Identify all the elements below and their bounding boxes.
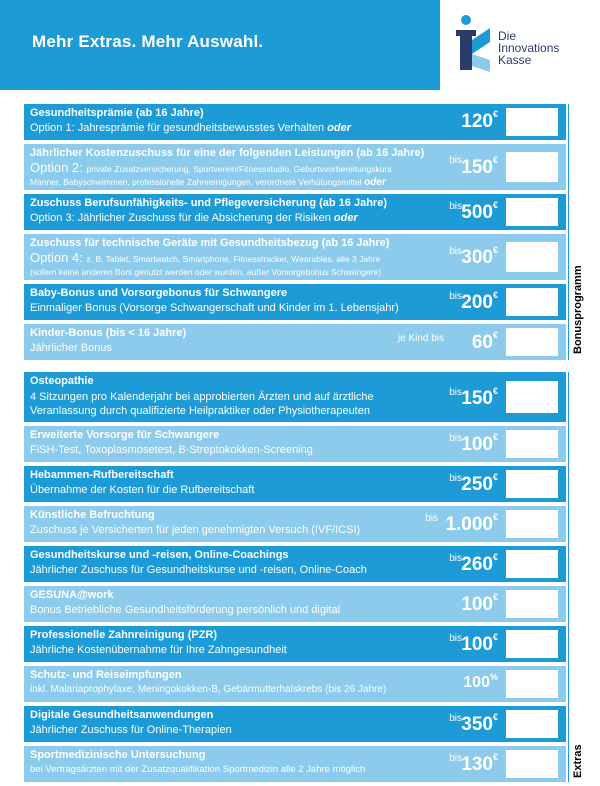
row-baby-bonus [24, 284, 566, 320]
logo-line-1: Die [498, 29, 517, 43]
row-prefix: bis [449, 633, 462, 644]
row-hebammen [24, 466, 566, 502]
row-desc: Option 4: z. B. Tablet, Smartwatch, Smartphone, Fitnesstracker, Wearables, alle 3 Jahre [30, 250, 381, 265]
row-desc: bei Vertragsärzten mit der Zusatzqualifikation Sportmedizin alle 2 Jahre möglich [30, 764, 366, 775]
row-input-box[interactable] [506, 198, 558, 226]
row-amount: 100€ [461, 592, 498, 615]
row-prefix: bis [449, 473, 462, 484]
row-title: Schutz- und Reiseimpfungen [30, 669, 182, 681]
row-input-box[interactable] [506, 108, 558, 136]
row-amount: 120€ [461, 109, 498, 132]
row-prefix: bis [449, 713, 462, 724]
row-digitale-gesundheit [24, 706, 566, 742]
row-prefix: bis [449, 155, 462, 166]
row-title: Gesundheitskurse und -reisen, Online-Coachings [30, 549, 289, 561]
row-title: Baby-Bonus und Vorsorgebonus für Schwangere [30, 287, 288, 299]
row-input-box[interactable] [506, 550, 558, 578]
row-desc: Jährliche Kostenübernahme für Ihre Zahngesundheit [30, 644, 287, 656]
row-gesundheitskurse [24, 546, 566, 582]
side-label-bonus [572, 104, 586, 360]
row-input-box[interactable] [506, 430, 558, 458]
row-erweiterte-vorsorge [24, 426, 566, 462]
extras-section-line [568, 372, 569, 782]
row-title: Zuschuss für technische Geräte mit Gesundheitsbezug (ab 16 Jahre) [30, 237, 390, 249]
row-desc-2: Veranlassung durch qualifizierte Heilpraktiker oder Physiotherapeuten [30, 405, 370, 417]
row-prefix: je Kind bis [397, 333, 444, 344]
row-title: Kinder-Bonus (bis < 16 Jahre) [30, 327, 187, 339]
row-gesundheitspraemie [24, 104, 566, 140]
row-prefix: bis [449, 387, 462, 398]
row-title: Künstliche Befruchtung [30, 509, 155, 521]
row-prefix: bis [449, 201, 462, 212]
row-title: Erweiterte Vorsorge für Schwangere [30, 429, 220, 441]
row-impfungen [24, 666, 566, 702]
row-input-box[interactable] [506, 670, 558, 698]
row-zahnreinigung [24, 626, 566, 662]
row-prefix: bis [449, 553, 462, 564]
row-desc-2: (sofern keine anderen Boni genutzt werden oder wurden, außer Vorsorgebonus Schwangere) [30, 267, 382, 277]
row-amount: 100€ [461, 432, 498, 455]
row-input-box[interactable] [506, 288, 558, 316]
row-prefix: bis [449, 753, 462, 764]
row-input-box[interactable] [506, 152, 558, 182]
row-amount: 100€ [461, 632, 498, 655]
side-label-bonus-text: Bonusprogramm [572, 265, 584, 354]
logo-line-2: Innovations [498, 41, 560, 55]
row-title: Digitale Gesundheitsanwendungen [30, 709, 214, 721]
row-amount: 250€ [461, 472, 498, 495]
row-input-box[interactable] [506, 242, 558, 272]
row-berufsunfaehigkeit [24, 194, 566, 230]
row-title: Hebammen-Rufbereitschaft [30, 469, 174, 481]
row-desc: Jährlicher Zuschuss für Online-Therapien [30, 724, 232, 736]
row-sportmedizin [24, 746, 566, 782]
logo-text [498, 30, 559, 66]
page-title: Mehr Extras. Mehr Auswahl. [32, 32, 264, 51]
row-desc: Zuschuss je Versicherten für jeden genehmigten Versuch (IVF/ICSI) [30, 524, 361, 536]
row-amount: 300€ [461, 245, 498, 268]
row-amount: 350€ [461, 712, 498, 735]
row-desc: Übernahme der Kosten für die Rufbereitschaft [30, 484, 255, 496]
side-label-extras [572, 372, 586, 782]
side-label-extras-text: Extras [572, 744, 584, 778]
row-input-box[interactable] [506, 750, 558, 778]
row-amount: 1.000€ [445, 512, 498, 535]
row-desc: Jährlicher Zuschuss für Gesundheitskurse und -reisen, Online-Coach [30, 564, 367, 576]
row-amount: 260€ [461, 552, 498, 575]
row-prefix: bis [449, 246, 462, 257]
row-input-box[interactable] [506, 710, 558, 738]
row-prefix: bis [425, 513, 438, 524]
row-technische-geraete [24, 234, 566, 280]
row-title: Jährlicher Kostenzuschuss für eine der folgenden Leistungen (ab 16 Jahre) [30, 147, 425, 159]
row-title: Sportmedizinische Untersuchung [30, 749, 206, 761]
logo-line-3: Kasse [498, 53, 532, 67]
row-amount: 150€ [461, 155, 498, 178]
header-banner [0, 0, 440, 90]
row-desc: 4 Sitzungen pro Kalenderjahr bei approbierten Ärzten und auf ärztliche [30, 391, 374, 403]
row-title: GESUNA@work [30, 589, 114, 601]
row-desc: Option 3: Jährlicher Zuschuss für die Absicherung der Risiken oder [30, 212, 358, 224]
row-prefix: bis [449, 291, 462, 302]
row-osteopathie [24, 372, 566, 422]
bonus-section-line [568, 104, 569, 360]
row-desc: Option 1: Jahresprämie für gesundheitsbewusstes Verhalten oder [30, 122, 352, 134]
row-amount: 60€ [471, 330, 498, 353]
row-amount: 150€ [461, 386, 498, 409]
row-input-box[interactable] [506, 328, 558, 356]
row-input-box[interactable] [506, 590, 558, 618]
row-title: Osteopathie [30, 375, 94, 387]
row-title: Gesundheitsprämie (ab 16 Jahre) [30, 107, 204, 119]
row-input-box[interactable] [506, 510, 558, 538]
row-amount: 200€ [461, 290, 498, 313]
row-desc: FiSH-Test, Toxoplasmosetest, B-Streptokokken-Screening [30, 444, 313, 456]
row-desc: inkl. Malariaprophylaxe, Meningokokken-B, Gebärmutterhalskrebs (bis 26 Jahre) [30, 684, 387, 695]
row-title: Zuschuss Berufsunfähigkeits- und Pflegeversicherung (ab 16 Jahre) [30, 197, 387, 209]
row-kostenzuschuss [24, 144, 566, 190]
logo [452, 14, 592, 76]
logo-icon [452, 14, 496, 76]
row-kuenstliche-befruchtung [24, 506, 566, 542]
row-desc: Option 2: private Zusatzversicherung, Sportverein/Fitnessstudio, Geburtsvorbereitungskurs [30, 160, 392, 175]
row-input-box[interactable] [506, 381, 558, 413]
row-desc: Einmaliger Bonus (Vorsorge Schwangerschaft und Kinder im 1. Lebensjahr) [30, 302, 399, 314]
row-amount: 130€ [461, 752, 498, 775]
row-gesuna-work [24, 586, 566, 622]
row-title: Professionelle Zahnreinigung (PZR) [30, 629, 218, 641]
row-desc: Jährlicher Bonus [30, 342, 112, 354]
row-desc-2: Männer, Babyschwimmen, professionelle Zahnreinigungen, verordnete Verhütungsmittel oder [30, 177, 386, 188]
row-kinder-bonus [24, 324, 566, 360]
row-amount: 100% [463, 672, 498, 691]
row-desc: Bonus Betriebliche Gesundheitsförderung persönlich und digital [30, 604, 341, 616]
row-input-box[interactable] [506, 630, 558, 658]
row-amount: 500€ [461, 200, 498, 223]
row-prefix: bis [449, 433, 462, 444]
row-input-box[interactable] [506, 470, 558, 498]
